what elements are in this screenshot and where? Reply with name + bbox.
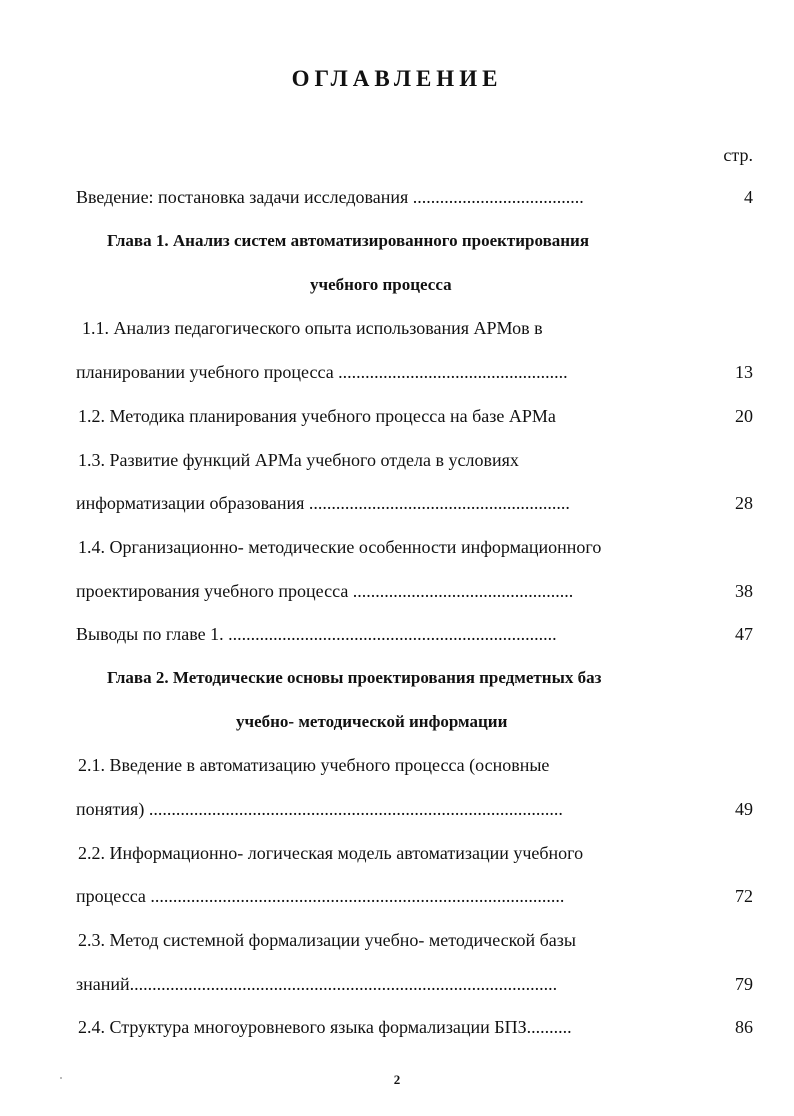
toc-page-1-4: 38 <box>735 581 753 601</box>
toc-entry-1-3: 1.3. Развитие функций АРМа учебного отдела в условиях <box>78 450 519 470</box>
page-number: 2 <box>393 1072 401 1087</box>
chapter-2-heading: Глава 2. Методические основы проектирования предметных баз <box>107 668 602 687</box>
toc-entry-1-1-cont: планировании учебного процесса ................................................... <box>76 362 568 382</box>
toc-entry-2-4: 2.4. Структура многоуровневого языка формализации БПЗ.......... <box>78 1017 572 1037</box>
toc-page-1-1: 13 <box>735 362 753 382</box>
toc-entry-1-4-cont: проектирования учебного процесса ................................................. <box>76 581 574 601</box>
toc-page-2-4: 86 <box>735 1017 753 1037</box>
toc-entry-1-3-cont: информатизации образования .......................................................... <box>76 493 570 513</box>
toc-entry-2-1: 2.1. Введение в автоматизацию учебного процесса (основные <box>78 755 550 775</box>
toc-entry-conclusions-1: Выводы по главе 1. ......................................................................... <box>76 624 557 644</box>
toc-entry-2-1-cont: понятия) ............................................................................................ <box>76 799 563 819</box>
toc-page-2-3: 79 <box>735 974 753 994</box>
toc-entry-2-3-cont: знаний............................................................................................... <box>76 974 558 994</box>
toc-entry-2-2: 2.2. Информационно- логическая модель автоматизации учебного <box>78 843 584 863</box>
chapter-2-heading-cont: учебно- методической информации <box>236 712 508 731</box>
toc-entry-1-4: 1.4. Организационно- методические особенности информационного <box>78 537 602 557</box>
toc-entry-2-3: 2.3. Метод системной формализации учебно- методической базы <box>78 930 576 950</box>
toc-entry-2-2-cont: процесса ............................................................................................ <box>76 886 565 906</box>
toc-page-1-3: 28 <box>735 493 753 513</box>
chapter-1-heading: Глава 1. Анализ систем автоматизированного проектирования <box>107 231 590 250</box>
toc-page-intro: 4 <box>744 187 753 207</box>
page-title: ОГЛАВЛЕНИЕ <box>291 66 503 91</box>
page-column-label: стр. <box>723 145 753 165</box>
toc-page-conclusions-1: 47 <box>735 624 753 644</box>
toc-entry-intro: Введение: постановка задачи исследования ...................................... <box>76 187 584 207</box>
chapter-1-heading-cont: учебного процесса <box>310 275 452 294</box>
toc-entry-1-1: 1.1. Анализ педагогического опыта использования АРМов в <box>82 318 543 338</box>
toc-entry-1-2: 1.2. Методика планирования учебного процесса на базе АРМа <box>78 406 556 426</box>
toc-page-2-2: 72 <box>735 886 753 906</box>
toc-page-1-2: 20 <box>735 406 753 426</box>
toc-page-2-1: 49 <box>735 799 753 819</box>
